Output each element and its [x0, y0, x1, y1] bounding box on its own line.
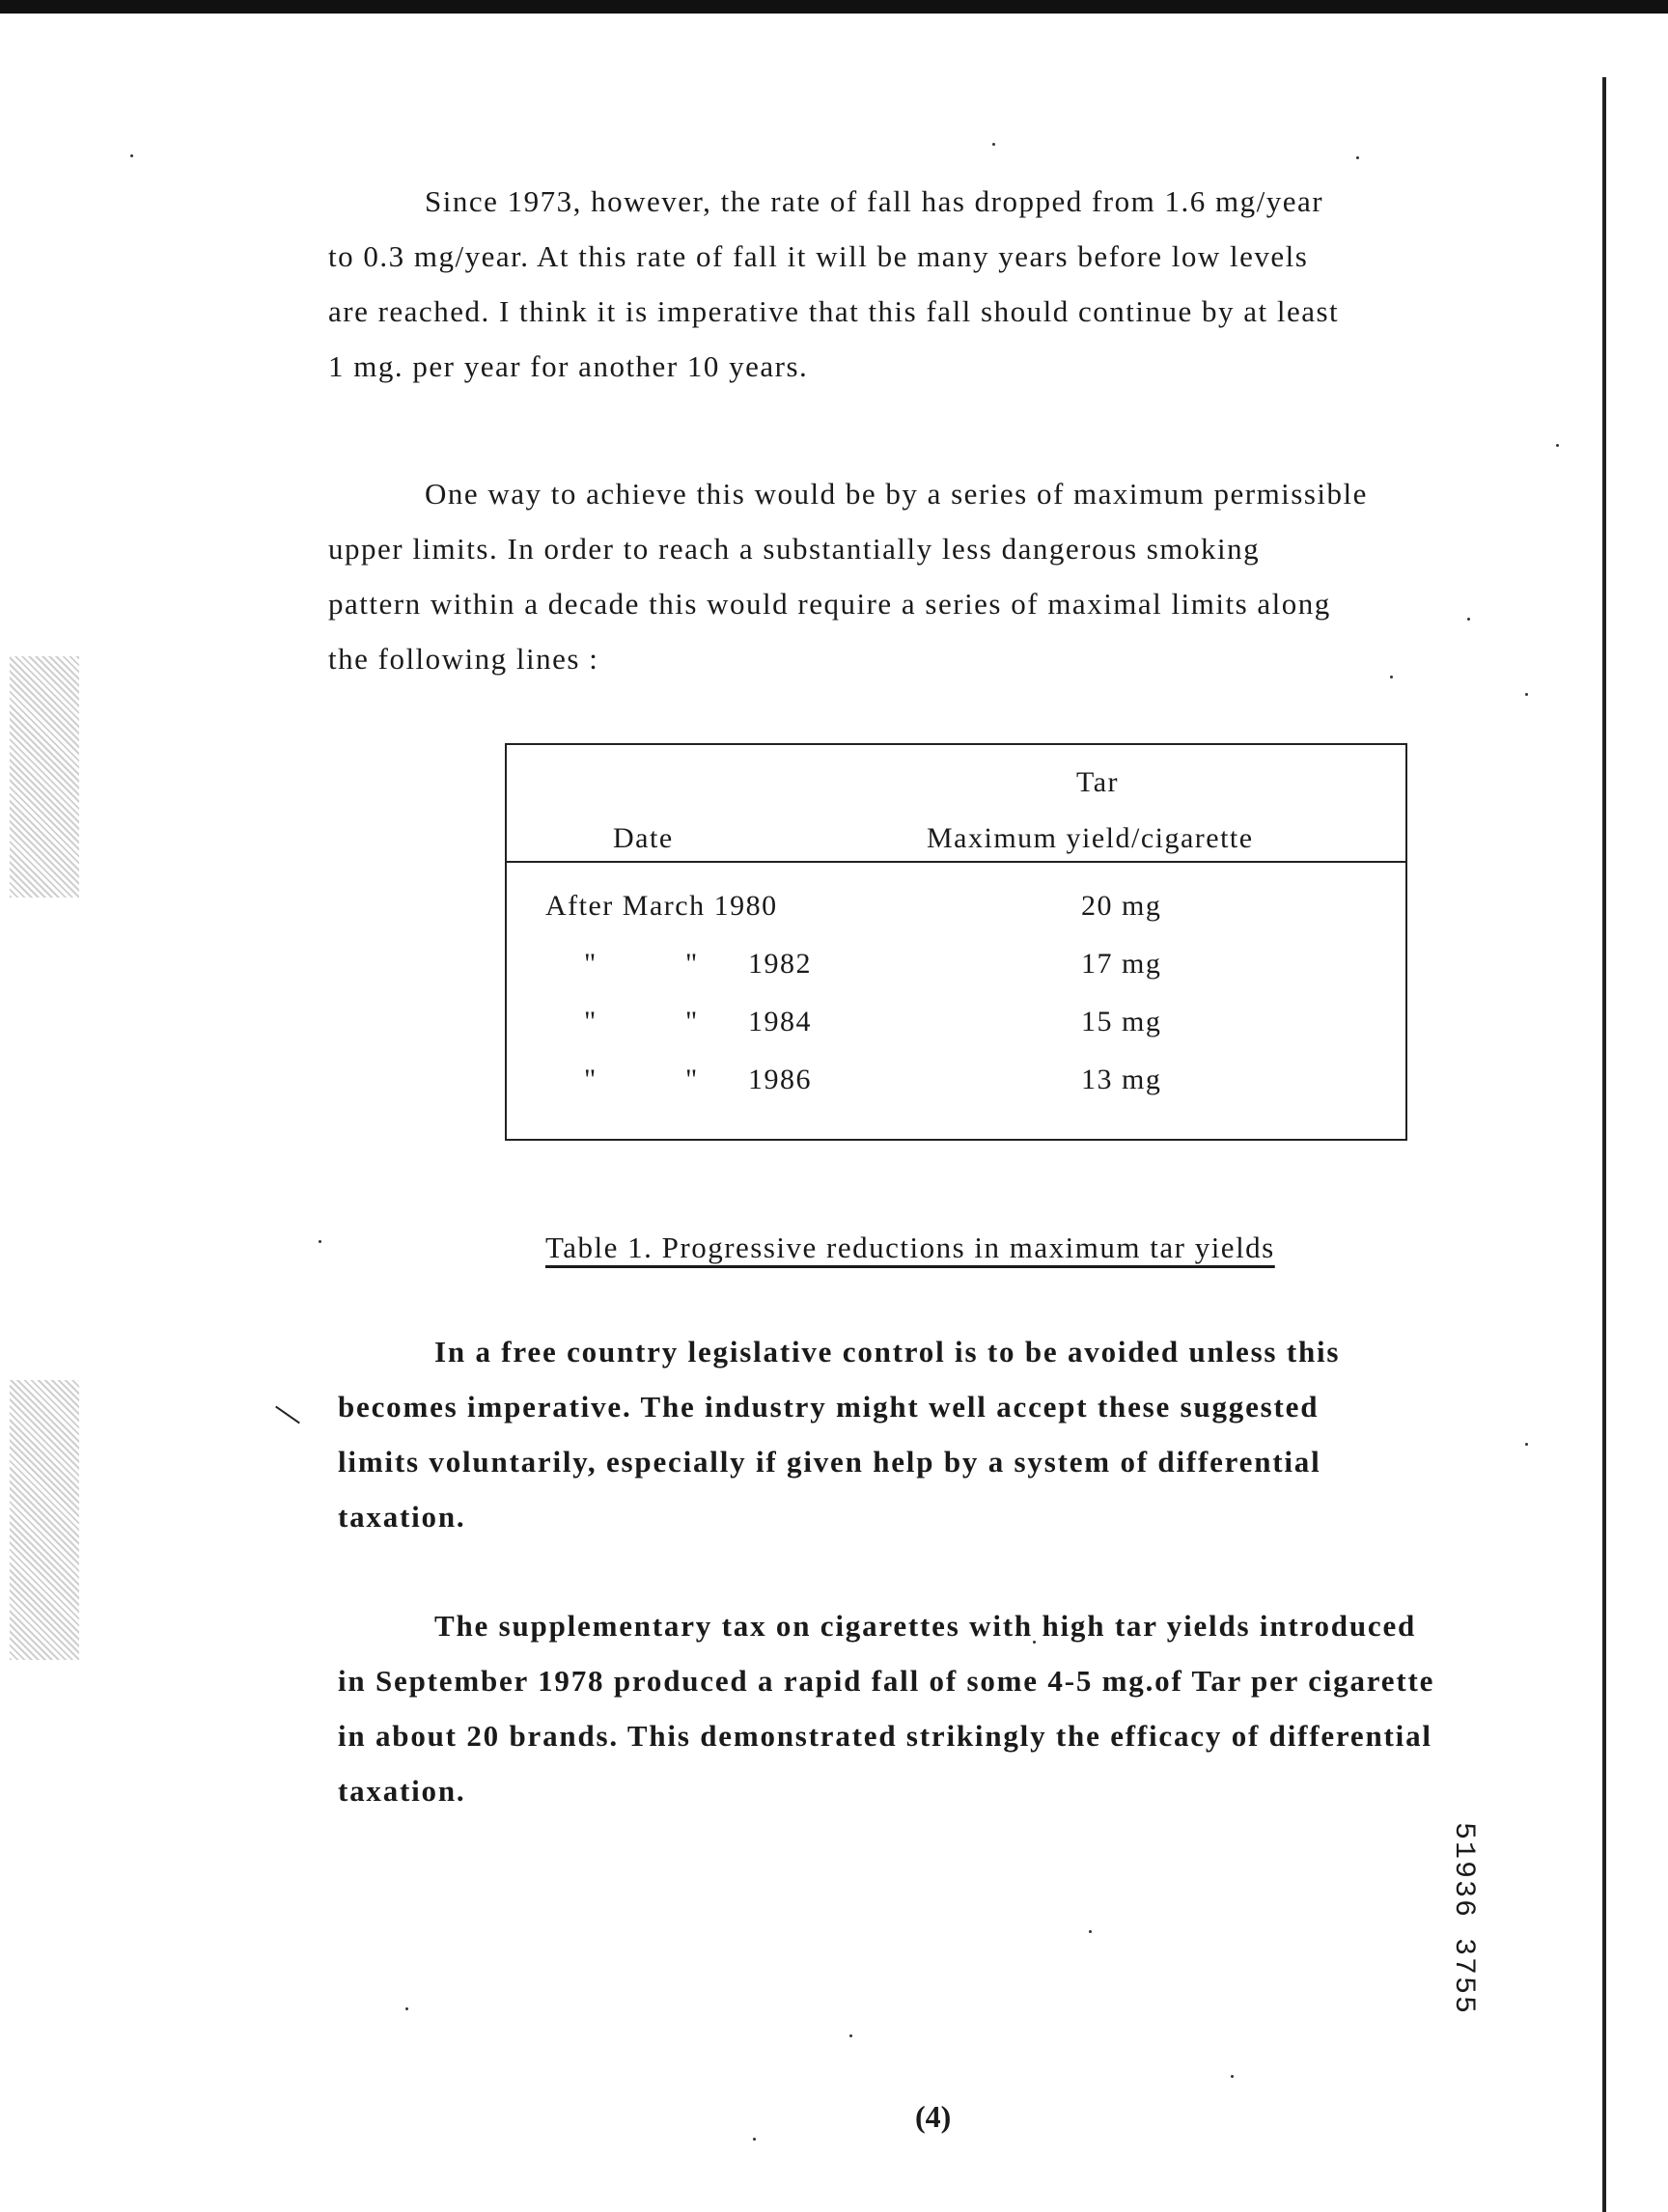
row-ditto-mark: " [685, 948, 699, 980]
paragraph-maximum-limits [328, 466, 1368, 686]
scan-speck [1231, 2075, 1234, 2078]
row-max-yield: 17 mg [1081, 948, 1162, 980]
scan-speck [1525, 693, 1528, 696]
tar-limits-table [505, 743, 1407, 1141]
table-header-max-yield: Maximum yield/cigarette [927, 822, 1254, 854]
text-line: to 0.3 mg/year. At this rate of fall it will be many years before low levels [328, 239, 1309, 273]
row-ditto-mark: " [584, 1064, 598, 1095]
text-line: in September 1978 produced a rapid fall of some 4-5 mg.of Tar per cigarette [338, 1664, 1435, 1698]
text-line: taxation. [338, 1774, 466, 1808]
table-caption: Table 1. Progressive reductions in maximum tar yields [545, 1230, 1275, 1264]
scan-speck [753, 2138, 756, 2141]
text-line: are reached. I think it is imperative that this fall should continue by at least [328, 294, 1340, 328]
table-row [507, 948, 1405, 986]
row-date: After March 1980 [545, 890, 778, 922]
scan-speck [319, 1240, 321, 1243]
row-year: 1986 [748, 1064, 812, 1095]
table-row [507, 890, 1405, 928]
row-max-yield: 13 mg [1081, 1064, 1162, 1095]
paragraph-supplementary-tax [338, 1598, 1434, 1818]
scan-top-edge [0, 0, 1668, 14]
text-line: Since 1973, however, the rate of fall has dropped from 1.6 mg/year [425, 184, 1324, 218]
text-line: becomes imperative. The industry might well accept these suggested [338, 1390, 1320, 1424]
scan-speck [1390, 676, 1393, 678]
text-line: 1 mg. per year for another 10 years. [328, 349, 809, 383]
scan-right-edge [1602, 77, 1606, 2212]
text-line: In a free country legislative control is to be avoided unless this [434, 1335, 1341, 1369]
scan-speck [1356, 156, 1359, 159]
paragraph-rate-of-fall [328, 174, 1339, 394]
row-ditto-mark: " [685, 1006, 699, 1037]
text-line: limits voluntarily, especially if given help by a system of differential [338, 1445, 1321, 1479]
scan-speck [405, 2007, 408, 2010]
table-row [507, 1064, 1405, 1102]
row-max-yield: 20 mg [1081, 890, 1162, 922]
text-line: One way to achieve this would be by a series of maximum permissible [425, 477, 1368, 511]
table-header-date: Date [613, 822, 674, 854]
text-line: The supplementary tax on cigarettes with high tar yields introduced [434, 1609, 1417, 1643]
text-line: pattern within a decade this would require a series of maximal limits along [328, 587, 1331, 621]
row-ditto-mark: " [584, 948, 598, 980]
text-line: in about 20 brands. This demonstrated strikingly the efficacy of differential [338, 1719, 1432, 1753]
scan-speck [1467, 618, 1470, 621]
document-number-stamp: 51936 3755 [1447, 1822, 1480, 2016]
margin-tick-mark [275, 1406, 300, 1424]
scan-noise-mark [10, 656, 79, 898]
page-number: (4) [915, 2099, 952, 2134]
row-max-yield: 15 mg [1081, 1006, 1162, 1037]
scan-speck [992, 143, 995, 146]
text-line: taxation. [338, 1500, 466, 1534]
scan-speck [849, 2034, 852, 2037]
table-row [507, 1006, 1405, 1044]
row-ditto-mark: " [685, 1064, 699, 1095]
row-ditto-mark: " [584, 1006, 598, 1037]
paragraph-legislative-control [338, 1324, 1340, 1544]
text-line: the following lines : [328, 642, 599, 676]
scan-speck [130, 154, 133, 157]
table-header-rule [507, 861, 1405, 863]
row-year: 1982 [748, 948, 812, 980]
scan-speck [1525, 1443, 1528, 1446]
text-line: upper limits. In order to reach a substantially less dangerous smoking [328, 532, 1261, 566]
scan-speck [1089, 1930, 1092, 1933]
scan-speck [1556, 444, 1559, 447]
table-header-tar: Tar [1076, 766, 1120, 798]
scan-noise-mark [10, 1380, 79, 1660]
row-year: 1984 [748, 1006, 812, 1037]
